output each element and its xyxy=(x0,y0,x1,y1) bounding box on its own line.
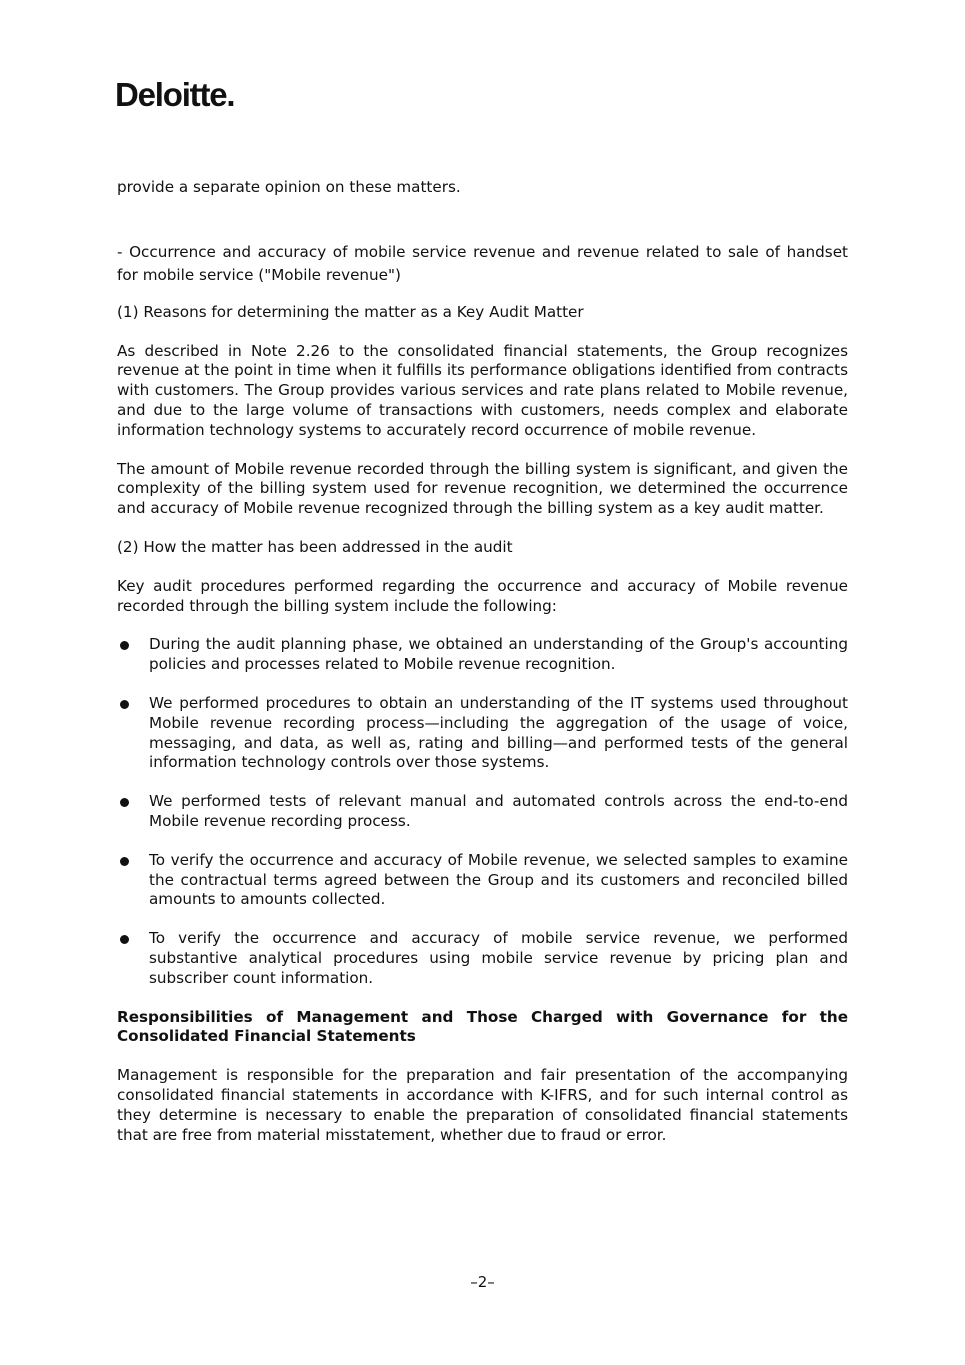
document-body xyxy=(117,178,848,1164)
responsibilities-title: Responsibilities of Management and Those Charged with Governance for the Consolidated Financial Statements xyxy=(117,1007,848,1046)
list-item xyxy=(117,635,848,675)
reasons-heading: (1) Reasons for determining the matter as a Key Audit Matter xyxy=(117,302,584,321)
addressed-heading: (2) How the matter has been addressed in the audit xyxy=(117,537,513,556)
bullet-icon xyxy=(120,857,129,866)
procedure-text: During the audit planning phase, we obtained an understanding of the Group's accounting policies and processes related to Mobile revenue recognition. xyxy=(149,635,848,674)
list-item xyxy=(117,792,848,832)
bullet-icon xyxy=(120,700,129,709)
page-number: –2– xyxy=(470,1273,495,1291)
bullet-icon xyxy=(120,798,129,807)
bullet-icon xyxy=(120,935,129,944)
procedure-text: We performed tests of relevant manual and automated controls across the end-to-end Mobile revenue recording process. xyxy=(149,792,848,830)
audit-procedures-list xyxy=(117,635,848,988)
deloitte-logo: Deloitte. xyxy=(115,76,235,113)
list-item xyxy=(117,694,848,773)
reasons-paragraph-1: As described in Note 2.26 to the consolidated financial statements, the Group recognizes revenue at the point in time when it fulfills its performance obligations identified from contracts with customers. The Group provides various services and rate plans related to Mobile revenue, and due to the large volume of transactions with customers, needs complex and elaborate information technology systems to accurately record occurrence of mobile revenue. xyxy=(117,341,848,439)
key-audit-matter-title: - Occurrence and accuracy of mobile service revenue and revenue related to sale of handset for mobile service ("Mobile revenue") xyxy=(117,242,848,284)
intro-paragraph: provide a separate opinion on these matters. xyxy=(117,178,461,196)
list-item xyxy=(117,851,848,910)
bullet-icon xyxy=(120,641,129,650)
procedure-text: We performed procedures to obtain an understanding of the IT systems used throughout Mobile revenue recording process—including the aggregation of the usage of voice, messaging, and data, as well as, rating and billing—and performed tests of the general information technology controls over those systems. xyxy=(149,693,848,772)
addressed-intro: Key audit procedures performed regarding the occurrence and accuracy of Mobile revenue recorded through the billing system include the following: xyxy=(117,576,848,615)
procedure-text: To verify the occurrence and accuracy of Mobile revenue, we selected samples to examine the contractual terms agreed between the Group and its customers and reconciled billed amounts to amounts collected. xyxy=(149,850,848,909)
responsibilities-paragraph: Management is responsible for the preparation and fair presentation of the accompanying consolidated financial statements in accordance with K-IFRS, and for such internal control as they determine is necessary to enable the preparation of consolidated financial statements that are free from material misstatement, whether due to fraud or error. xyxy=(117,1066,848,1144)
procedure-text: To verify the occurrence and accuracy of mobile service revenue, we performed substantive analytical procedures using mobile service revenue by pricing plan and subscriber count information. xyxy=(149,929,848,987)
list-item xyxy=(117,929,848,988)
reasons-paragraph-2: The amount of Mobile revenue recorded through the billing system is significant, and given the complexity of the billing system used for revenue recognition, we determined the occurrence and accuracy of Mobile revenue recognized through the billing system as a key audit matter. xyxy=(117,459,848,518)
